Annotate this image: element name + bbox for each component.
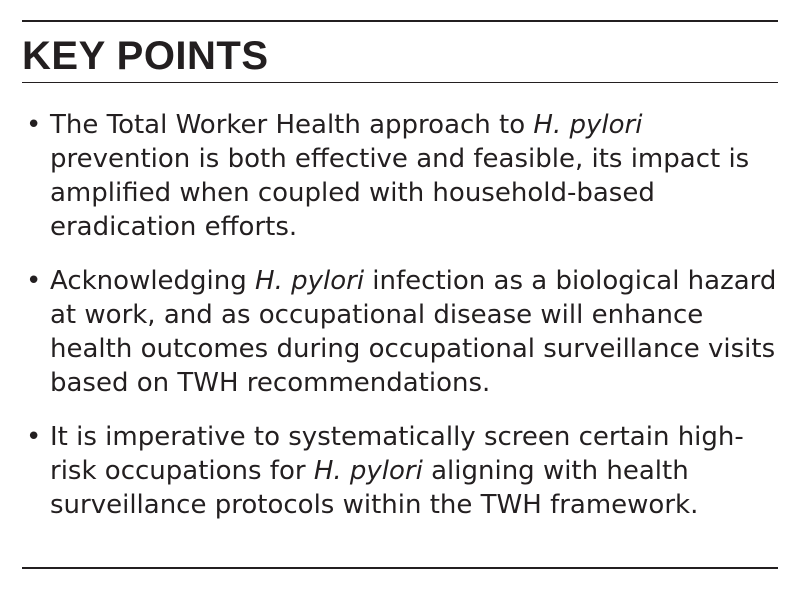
- key-points-box: [22, 20, 778, 569]
- title-divider: [22, 82, 778, 83]
- key-point-italic-term: H. pylori: [313, 456, 423, 486]
- key-point-1: [22, 108, 778, 244]
- key-point-italic-term: H. pylori: [533, 110, 643, 140]
- key-point-text-start: Acknowledging: [50, 266, 256, 296]
- bullet-icon: •: [26, 110, 42, 140]
- bullet-icon: •: [26, 266, 42, 296]
- key-point-2: [22, 264, 778, 400]
- key-point-text-end: prevention is both effective and feasible, its impact is amplified when coupled with household-based eradication efforts.: [50, 144, 750, 242]
- key-point-text-start: The Total Worker Health approach to: [50, 110, 534, 140]
- key-point-text-start: It is imperative to systematically screen certain high-risk occupations for: [50, 422, 744, 486]
- bullet-icon: •: [26, 422, 42, 452]
- key-point-3: [22, 420, 778, 522]
- key-points-title: KEY POINTS: [22, 34, 269, 78]
- key-point-text-end: infection as a biological hazard at work, and as occupational disease will enhance health outcomes during occupational surveillance visits based on TWH recommendations.: [50, 266, 777, 398]
- key-point-text-end: aligning with health surveillance protocols within the TWH framework.: [50, 456, 699, 520]
- key-points-list: [22, 108, 778, 542]
- key-point-italic-term: H. pylori: [255, 266, 365, 296]
